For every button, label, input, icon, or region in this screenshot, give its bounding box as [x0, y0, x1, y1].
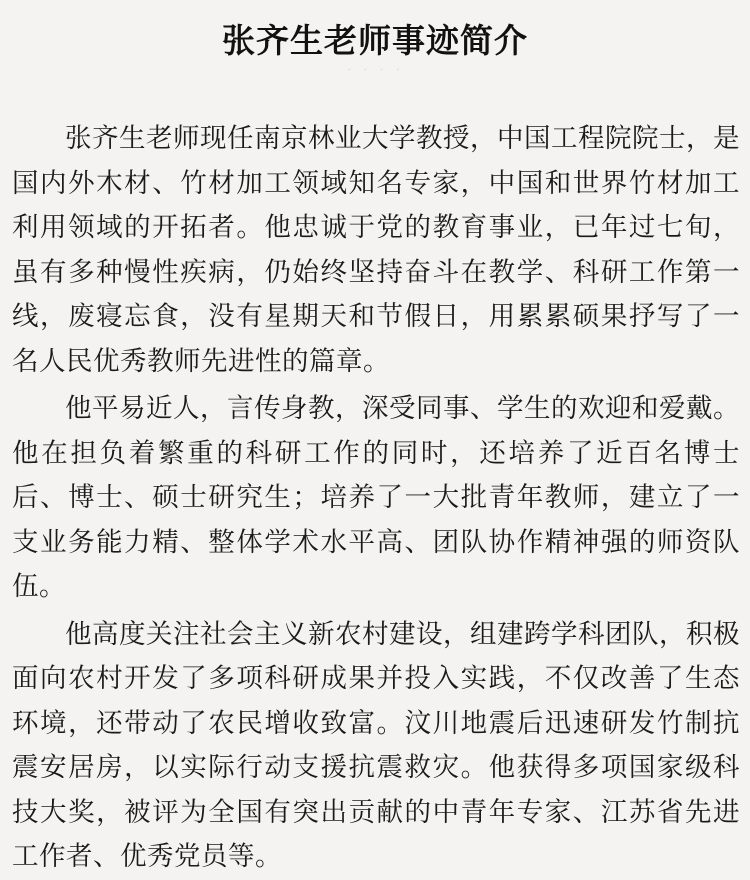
document-title: 张齐生老师事迹简介	[222, 21, 528, 60]
paragraph-2: 他平易近人，言传身教，深受同事、学生的欢迎和爱戴。他在担负着繁重的科研工作的同时，还培养了近百名博士后、博士、硕士研究生；培养了一大批青年教师，建立了一支业务能力精、整体学术水平高、团队协作精神强的师资队伍。	[12, 393, 740, 602]
paragraph-1: 张齐生老师现任南京林业大学教授，中国工程院院士，是国内外木材、竹材加工领域知名专家，中国和世界竹材加工利用领域的开拓者。他忠诚于党的教育事业，已年过七旬，虽有多种慢性疾病，仍始终坚持奋斗在教学、科研工作第一线，废寝忘食，没有星期天和节假日，用累累硕果抒写了一名人民优秀教师先进性的篇章。	[12, 123, 740, 377]
bleed-through-texture: · · · ·	[346, 60, 404, 79]
document-body	[12, 117, 740, 880]
paragraph-3: 他高度关注社会主义新农村建设，组建跨学科团队，积极面向农村开发了多项科研成果并投入实践，不仅改善了生态环境，还带动了农民增收致富。汶川地震后迅速研发竹制抗震安居房，以实际行动支援抗震救灾。他获得多项国家级科技大奖，被评为全国有突出贡献的中青年专家、江苏省先进工作者、优秀党员等。	[12, 618, 740, 872]
